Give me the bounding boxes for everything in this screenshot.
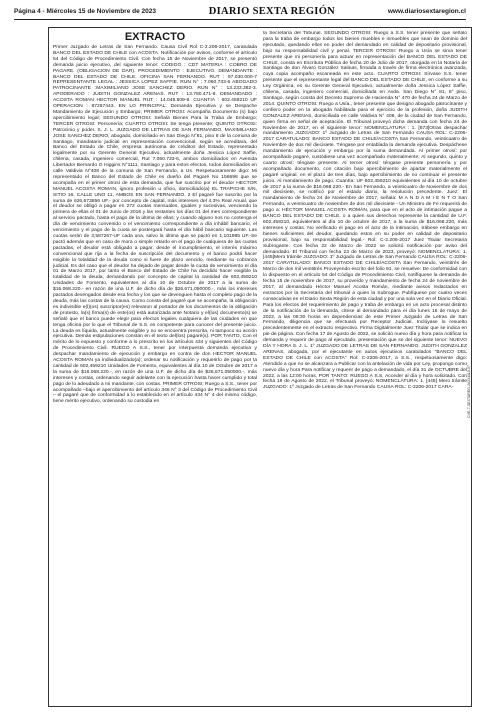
notice-title: EXTRACTO bbox=[124, 31, 186, 43]
notice-right-column bbox=[263, 31, 467, 703]
page-date: Página 4 - Miércoles 15 de Noviembre de 2023 bbox=[14, 7, 156, 15]
page-header bbox=[14, 4, 466, 18]
notice-columns bbox=[53, 31, 467, 703]
website-url: www.diariosextaregion.cl bbox=[387, 7, 466, 15]
notice-left-text: Primer Juzgado de Letras de San Fernando. Causa Civil Rol C-2.206-2017, caratulada BANCO DEL ESTADO DE CHILE con ACOSTA. Notificación por avisos, conforme el artículo 54 del Código de Procedimiento Civil. Con fecha 15 de Noviembre de 2017, se presentó demanda juicio ejecutivo, del siguiente tenor: CODIGO : CDT MATERIA : COBRO DE PAGARE. (OBLIGACION DE DAR). PROCEDIMIENTO : EJECUTIVO. DEMANDANTE : BANCO DEL ESTADO DE CHILE. OFICINA SAN FERNANDO. RUT : 97.030.000-7 REPRESENTANTE LEGAL : JESSICA LOPEZ SAFFIE. RUN N° : 7.060.733-6 ABOGADO PATROCINANTE :MAXIMILIANO JOSE SANCHEZ DERIO. RUN N° : 13.233.382-3. APODERADO : JUDITH GONZALEZ ARENAS. RUT : 13.780.471-8. DEMANDADO : ACOSTA ROMAN HECTOR MANUEL RUT : 14.048.509-8. CUANTIA : 602.459210 UF OPERACION : 87257443. EN LO PRINCIPAL: Demanda Ejecutiva y se Despache Mandamiento de Ejecución y Embargo; PRIMER OTROSI: Acompaña Documento (s) bajo apercibimiento legal; SEGUNDO OTROSI: Señala Bienes Para la Traba de Embargo; TERCER OTROSI: Personería; CUARTO OTROSI: Se tenga presente; QUINTO OTROSI: Patrocinio y poder. S. J. L. JUZGADO DE LETRAS DE SAN FERNANDO. MAXIMILIANO JOSE SANCHEZ DERIO, abogado, domiciliado en San Diego N°81, piso 8 de la comuna de Santiago, mandatario judicial en representación convencional, según se acreditara, del Banco del Estado de Chile, empresa autónoma de créditos del Estado, representado legalmente por su Gerente General Ejecutivo, actualmente doña Jessica López Saffie, chilena, casada, ingeniero comercial, Rut 7.060.733-6, ambos domiciliados en Avenida Libertador Bernardo O Higgins N°1111, Santiago y para estos efectos, todos domiciliados en calle Valdivia N°408 de la comuna de San Fernando, a Us. Respetuosamente digo: Mi representado el Banco del Estado de Chile es dueño del Pagaré No 156698 que se acompaña en el primer otrosí de esta demanda, que fue suscrito por el deudor HECTOR MANUEL ACOSTA ROMAN, ignoro profesión u oficio, domiciliado(a) EL TRAPICHE S/N, SITIO 16, CALLE UNO 11, AMBOS EN SAN FERNANDO. 2 El pagaré fue suscrito por la suma de 626,673856 UF.- por concepto de capital, más intereses del 4,3% Real Anual, que el deudor se obligó a pagar en 272 cuotas mensuales, iguales y sucesivas, venciendo la primera de ellas el 01 de Junio de 2016 y las restantes los días 01 del mes correspondiente al servicio pactado, hasta el pago de la última de ellas; y cuando alguno nos no contenga el día de vencimiento convenido o el vencimiento correspondiente a día inhábil bancario, el vencimiento y el pago de la cuota se postergará hasta el día hábil bancario siguiente. Las cuotas serán de 3,587267-UF cada una, salvo la última que se pactó en 1,101985 UF.-Se pactó además que en caso de mora o simple retardo en el pago de cualquiera de las cuotas pactadas, el deudor está obligado a pagar, desde el incumplimiento, el interés máximo convencional que rija a la fecha de suscripción del documento y el banco podrá hacer exigible la totalidad de la deuda como si fuere de plazo vencido, mediante su cobranza judicial. Es del caso que el deudor ha dejado de pagar desde la cuota de vencimiento el día 01 de Marzo 2017, por tanto el Banco del Estado de Chile ha decidido hacer exigible la totalidad de la deuda, demandando por concepto de capital la cantidad de 602,459210 Unidades de Fomento, equivalentes al día 10 de Octubre de 2017 a la suma de $16.068.220.- en razón de una U.F. de dicho día de $26,671,050000.-, más los intereses pactados devengados desde esa fecha y los que se devenguen hasta el completo pago de la deuda, más las costas de la causa. Como consta del pagaré que se acompaña, la obligación es indivisible e(l)(os) suscriptor(es) relevaron al portador de los documentos de la obligación de protesto, la(s) firma(s) de este(os) está autorizada ante Notario y el(los) documento(s) se señaló que el banco puede elegir para efectos legales cualquiera de las ciudades en que tenga oficina por lo que el Tribunal de S.S. es competente para conocer del presente juicio. La deuda es líquida, actualmente exigible y no se encuentra prescrita, ni tampoco su acción ejecutiva. Demás estipulaciones constan en el texto del(los) pagaré(s). POR TANTO, Con el mérito de lo expuesto y conforme a lo prescrito en los artículos 434 y siguientes del Código de Procedimiento Civil. RUEGO A S.S., tener por interpuesta demanda ejecutiva y despachar mandamiento de ejecución y embargo en contra de don HECTOR MANUEL ACOSTA ROMAN ya individualizado(a); ordenar su notificación y requerirlo de pago por la cantidad de 602,459210 Unidades de Fomento, equivalentes al día 10 de Octubre de 2017 a la suma de $16.068.220.-, en razón de una U.F. de dicho día de $26,671,050000.-, más intereses y costas, ordenando seguir adelante con la ejecución hasta hacer cumplido y total pago de lo adeudado a mi mandante, con costas. PRIMER OTROSI: Ruego a S.S., tener por acompañado –bajo el apercibimiento del artículo 346 N° 3 del Código de Procedimiento Civil – el pagaré que de conformidad a lo establecido en el artículo 434 N° 4 del mismo código, tiene mérito ejecutivo, ordenando su custodia en bbox=[53, 45, 257, 405]
masthead: DIARIO SEXTA REGIÓN bbox=[208, 5, 336, 17]
header-rule bbox=[14, 19, 466, 20]
side-verification-code: CVE-7-SEXTAREG-20231115-07 bbox=[467, 365, 471, 418]
notice-left-column bbox=[53, 31, 257, 703]
notice-right-text: la Secretaría del Tribunal. SEGUNDO OTROSI: Ruego a S.S. tener presente que señalo para la traba de embargo todos los bienes muebles e inmuebles que sean de dominio del ejecutado, quedando ellos en poder del demandado en calidad de depositario provisional, bajo su responsabilidad civil y penal. TERCER OTROSI: Ruego a Usía se sirva tener presente que mi personería para actuar en representación del BANCO DEL ESTADO DE CHILE, consta en Escritura Pública de fecha 20 de Julio de 2017, otorgada en la Notaría de Santiago de don Álvaro González Salinas, firmada a través de firma electrónica avanzada, cuya copia acompaño escaneada en este acto. CUARTO OTROSI: Sírvase S.S. tener presente que el representante legal del BANCO DEL ESTADO DE CHILE, en conforme a su Ley Orgánica, es su Gerente General Ejecutivo, actualmente doña Jessica López Saffie, chilena, casada, ingeniero comercial, domiciliada en Avda. San Diego N° 81, 8° piso, Santiago, según consta del Decreto Supremo de Hacienda N° 470 de fecha 24 de Marzo de 2014. QUINTO OTROSI: Ruego a Usía., tener presente que designo abogado patrocinante y confiero poder en la abogada habilitada para el ejercicio de la profesión, doña JUDITH GONZALEZ ARENAS, domiciliada en calle Valdivia N° 408, de la ciudad de San Fernando, quien firma en señal de aceptación. El Tribunal proveyó dicha demanda con fecha 24 de Noviembre de 2017, en el siguiente tenor: NOMENCLATURA : 1. [873]Otras despachar mandamiento JUZGADO: 1º Juzgado de Letras de San Fernando CAUSA ROL: C-2206-2017 CARATULADO: BANCO ESTADO DE CHILE/ACOSTA San Fernando, veinticuatro de Noviembre de dos mil diecisiete. Téngase por entablada la demanda ejecutiva. Despáchese mandamiento de ejecución y embargo por la suma demandada. Al primer otrosí: por acompañado pagaré, custódiese una vez acompañado materialmente; Al segundo, quinto y cuarto otrosí: téngase presente. Al tercer otrosí: téngase presente personería y por acompañado documento, con citación bajo apercibimiento de apartar materialmente el pagaré original, en el plazo de tres días, bajo apercibimiento de no continuar el presente juicio. Al mandamiento de pago. Cuantía: UF 602,459210 equivalentes al día 10 de octubre de 2017 a la suma de $16.068.220.- En San Fernando, a veinticuatro de Noviembre de dos mil diecisiete, se notificó por el estado diario, la resolución precedente. Juez: El mandamiento de fecha 24 de Noviembre de 2017, señala: M A N D A M I E N T O San Fernando, a veinticuatro de noviembre de dos mil diecisiete - Un Ministro de Fe requerirá de pago a: HÉCTOR MANUEL ACOSTA ROMÁN, para que en el acto de intimación pague a BANCO DEL ESTADO DE CHILE, o a quien sus derechos represente la cantidad de U.F. 602,459210, equivalentes al día 10 de octubre de 2017, a la suma de $16.068.220, más intereses y costas. No verificado el pago en el acto de la intimación, trábese embargo en bienes suficientes del deudor, quedando estos en su poder en calidad de depositario provisional, bajo su responsabilidad legal.- Rol: C-2.206-2017 Juez Titular Secretaria Subrogante. Con fecha 22 de Marzo de 2022 se solicitó notificación por aviso del demandado. El Tribunal con fecha 23 de Marzo de 2023, proveyó: NOMENCLATURA: 1. [445]Mero trámite JUZGADO: 1º Juzgado de Letras de San Fernando CAUSA ROL: C-2206-2017 CARATULADO: BANCO ESTADO DE CHILE/ACOSTA San Fernando, veintitrés de Marzo de dos mil veintitrés Proveyendo escrito del folio 91, se resuelve: De conformidad con lo dispuesto en el artículo 54 del Código de Procedimiento Civil, notifíquese la demanda de fecha 15 de noviembre de 2017, su proveído y mandamiento de fecha 24 de noviembre de 2017, al demandado Héctor Manuel Acosta Román, mediante avisos redactados en extractos por la Secretaría del tribunal a quien la Subrogue. Publíquese por cuatro veces consecutivas en el Diario Sexta Región de esta ciudad y por una sola vez en el Diario Oficial. Para los efectos del requerimiento de pago y traba de embargo en un acto procesal distinto de la notificación de la demanda, cítese al demandado para el día lunes 16 de mayo de 2022, a las 09:30 horas en dependencias de este Primer Juzgado de Letras de San Fernando, diligencia que se efectuará por Receptor Judicial. Inclúyase lo resuelto precedentemente en el extracto respectivo. Firma Digitalmente Juez Titular que se indica en pie de página. Con fecha 17 de Agosto de 2022, se solicitó nuevo día y hora para notificar la demanda y requerir de pago al ejecutado, presentación que se del siguiente tenor: NUEVO DÍA Y HORA S. J. L. 1º JUZGADO DE LETRAS DE SAN FERNANDO. JUDITH GONZALEZ ARENAS, abogada, por el ejecutante en autos ejecutivos caratulados "BANCO DEL ESTADO DE CHILE con ACOSTA" Rol: C-2206-2017, a S.S., respetuosamente digo: Atendido a que no se alcanzara a Publicar con la antelación de vida por Ley, propongo como nuevo día y hora Para notificar y requerir de pago a demandado, el día 31 de OCTUBRE del 2022, a las 12:00 horas. POR TANTO: RUEGO A S.S. Acceder al día y hora solicitado. Con fecha 18 de Agosto de 2022, el Tribunal proveyó: NOMENCLATURA: 1. [445] Mero trámite JUZGADO: 1º Juzgado de Letras de San Fernando CAUSA ROL: C-2206-2017 CARA- bbox=[263, 31, 467, 391]
legal-notice-box bbox=[48, 27, 472, 707]
